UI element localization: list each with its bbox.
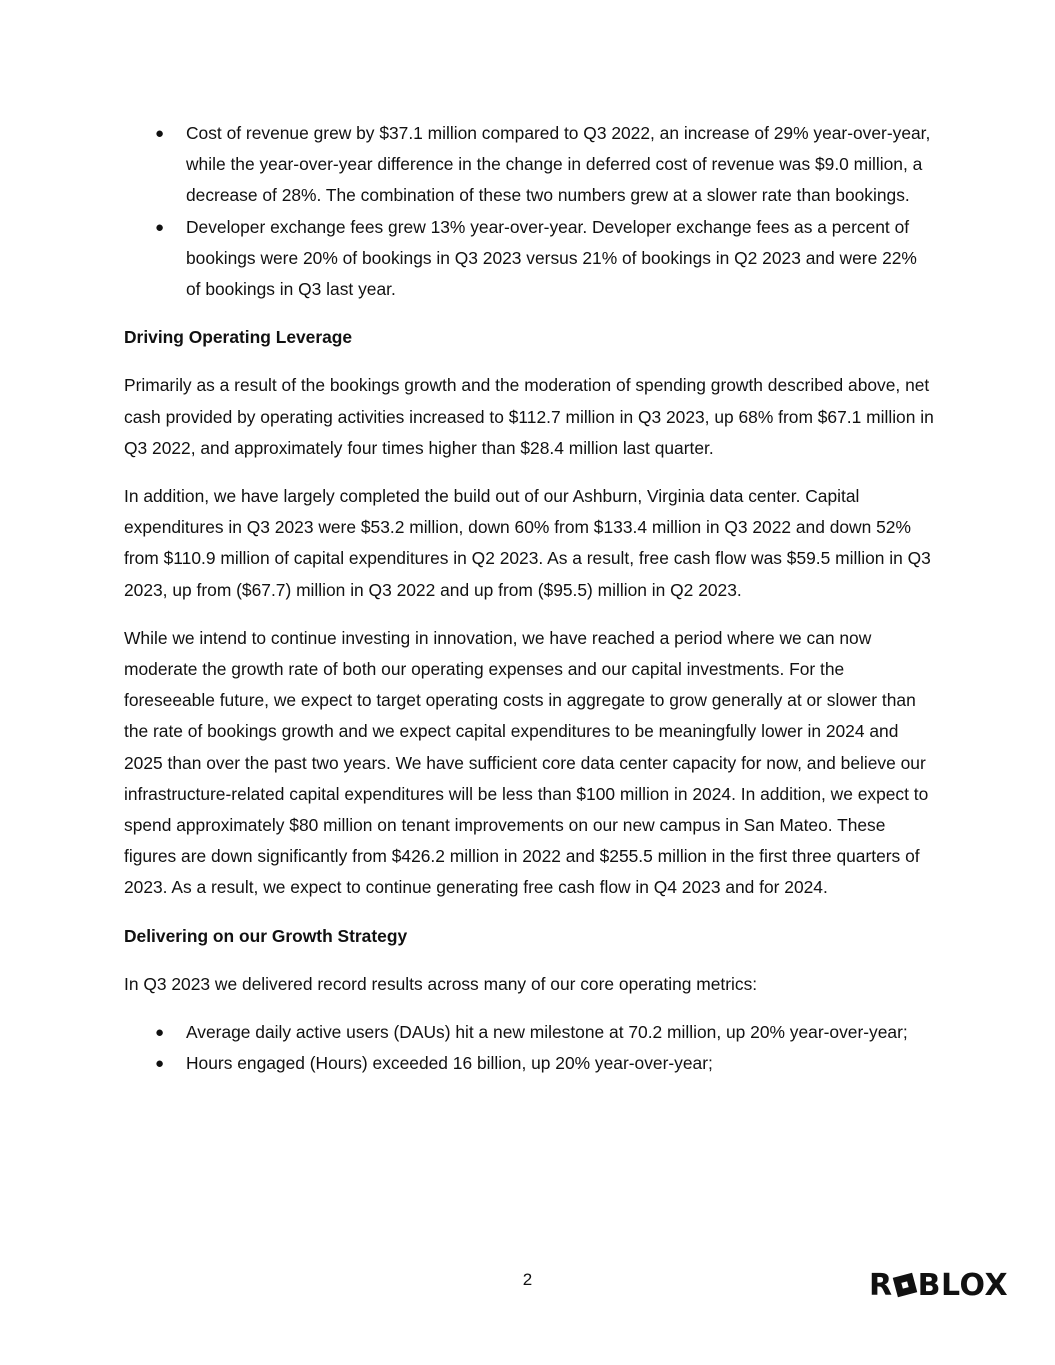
logo-text-right: BLOX (917, 1267, 1009, 1303)
logo-text-left: R (869, 1267, 893, 1303)
paragraph: In addition, we have largely completed the build out of our Ashburn, Virginia data center. Capital expenditures in Q3 2023 were $53.2 million, down 60% from $133.4 million in Q3 2022 and down 52% from $110.9 million of capital expenditures in Q2 2023. As a result, free cash flow was $59.5 million in Q3 2023, up from ($67.7) million in Q3 2022 and up from ($95.5) million in Q2 2023. (124, 486, 931, 600)
paragraph: While we intend to continue investing in innovation, we have reached a period where we can now moderate the growth rate of both our operating expenses and our capital investments. For the foreseeable future, we expect to target operating costs in aggregate to grow generally at or slower than the rate of bookings growth and we expect capital expenditures to be meaningfully lower in 2024 and 2025 than over the past two years. We have sufficient core data center capacity for now, and believe our infrastructure-related capital expenditures will be less than $100 million in 2024. In addition, we expect to spend approximately $80 million on tenant improvements on our new campus in San Mateo. These figures are down significantly from $426.2 million in 2022 and $255.5 million in the first three quarters of 2023. As a result, we expect to continue generating free cash flow in Q4 2023 and for 2024. (124, 627, 929, 898)
bullet-text: Average daily active users (DAUs) hit a new milestone at 70.2 million, up 20% year-over-year; (186, 1022, 908, 1043)
list-item (155, 1048, 934, 1079)
bullet-dot-icon: ● (155, 218, 165, 236)
list-item (155, 1017, 934, 1048)
document-body (124, 118, 934, 1079)
roblox-logo (869, 1268, 1008, 1302)
bullet-text: Cost of revenue grew by $37.1 million compared to Q3 2022, an increase of 29% year-over-year, while the year-over-year difference in the change in deferred cost of revenue was $9.0 million, a decrease of 28%. The combination of these two numbers grew at a slower rate than bookings. (186, 123, 931, 206)
bullet-dot-icon: ● (155, 1055, 165, 1073)
page-number: 2 (522, 1270, 533, 1289)
bullet-text: Developer exchange fees grew 13% year-over-year. Developer exchange fees as a percent of bookings were 20% of bookings in Q3 2023 versus 21% of bookings in Q2 2023 and were 22% of bookings in Q3 last year. (186, 216, 917, 300)
bullet-dot-icon: ● (155, 1024, 165, 1042)
list-item (155, 212, 934, 306)
logo-tile-icon (892, 1273, 916, 1297)
bullet-text: Hours engaged (Hours) exceeded 16 billion, up 20% year-over-year; (186, 1053, 713, 1074)
list-item (155, 118, 934, 212)
section-heading-growth-strategy: Delivering on our Growth Strategy (124, 925, 408, 946)
bullet-dot-icon: ● (155, 125, 165, 142)
paragraph: Primarily as a result of the bookings growth and the moderation of spending growth described above, net cash provided by operating activities increased to $112.7 million in Q3 2023, up 68% from $67.1 million in Q3 2022, and approximately four times higher than $28.4 million last quarter. (124, 375, 934, 458)
paragraph: In Q3 2023 we delivered record results across many of our core operating metrics: (124, 973, 758, 994)
top-bullet-list (124, 118, 934, 305)
metrics-bullet-list (124, 1017, 934, 1079)
section-heading-operating-leverage: Driving Operating Leverage (124, 327, 353, 348)
